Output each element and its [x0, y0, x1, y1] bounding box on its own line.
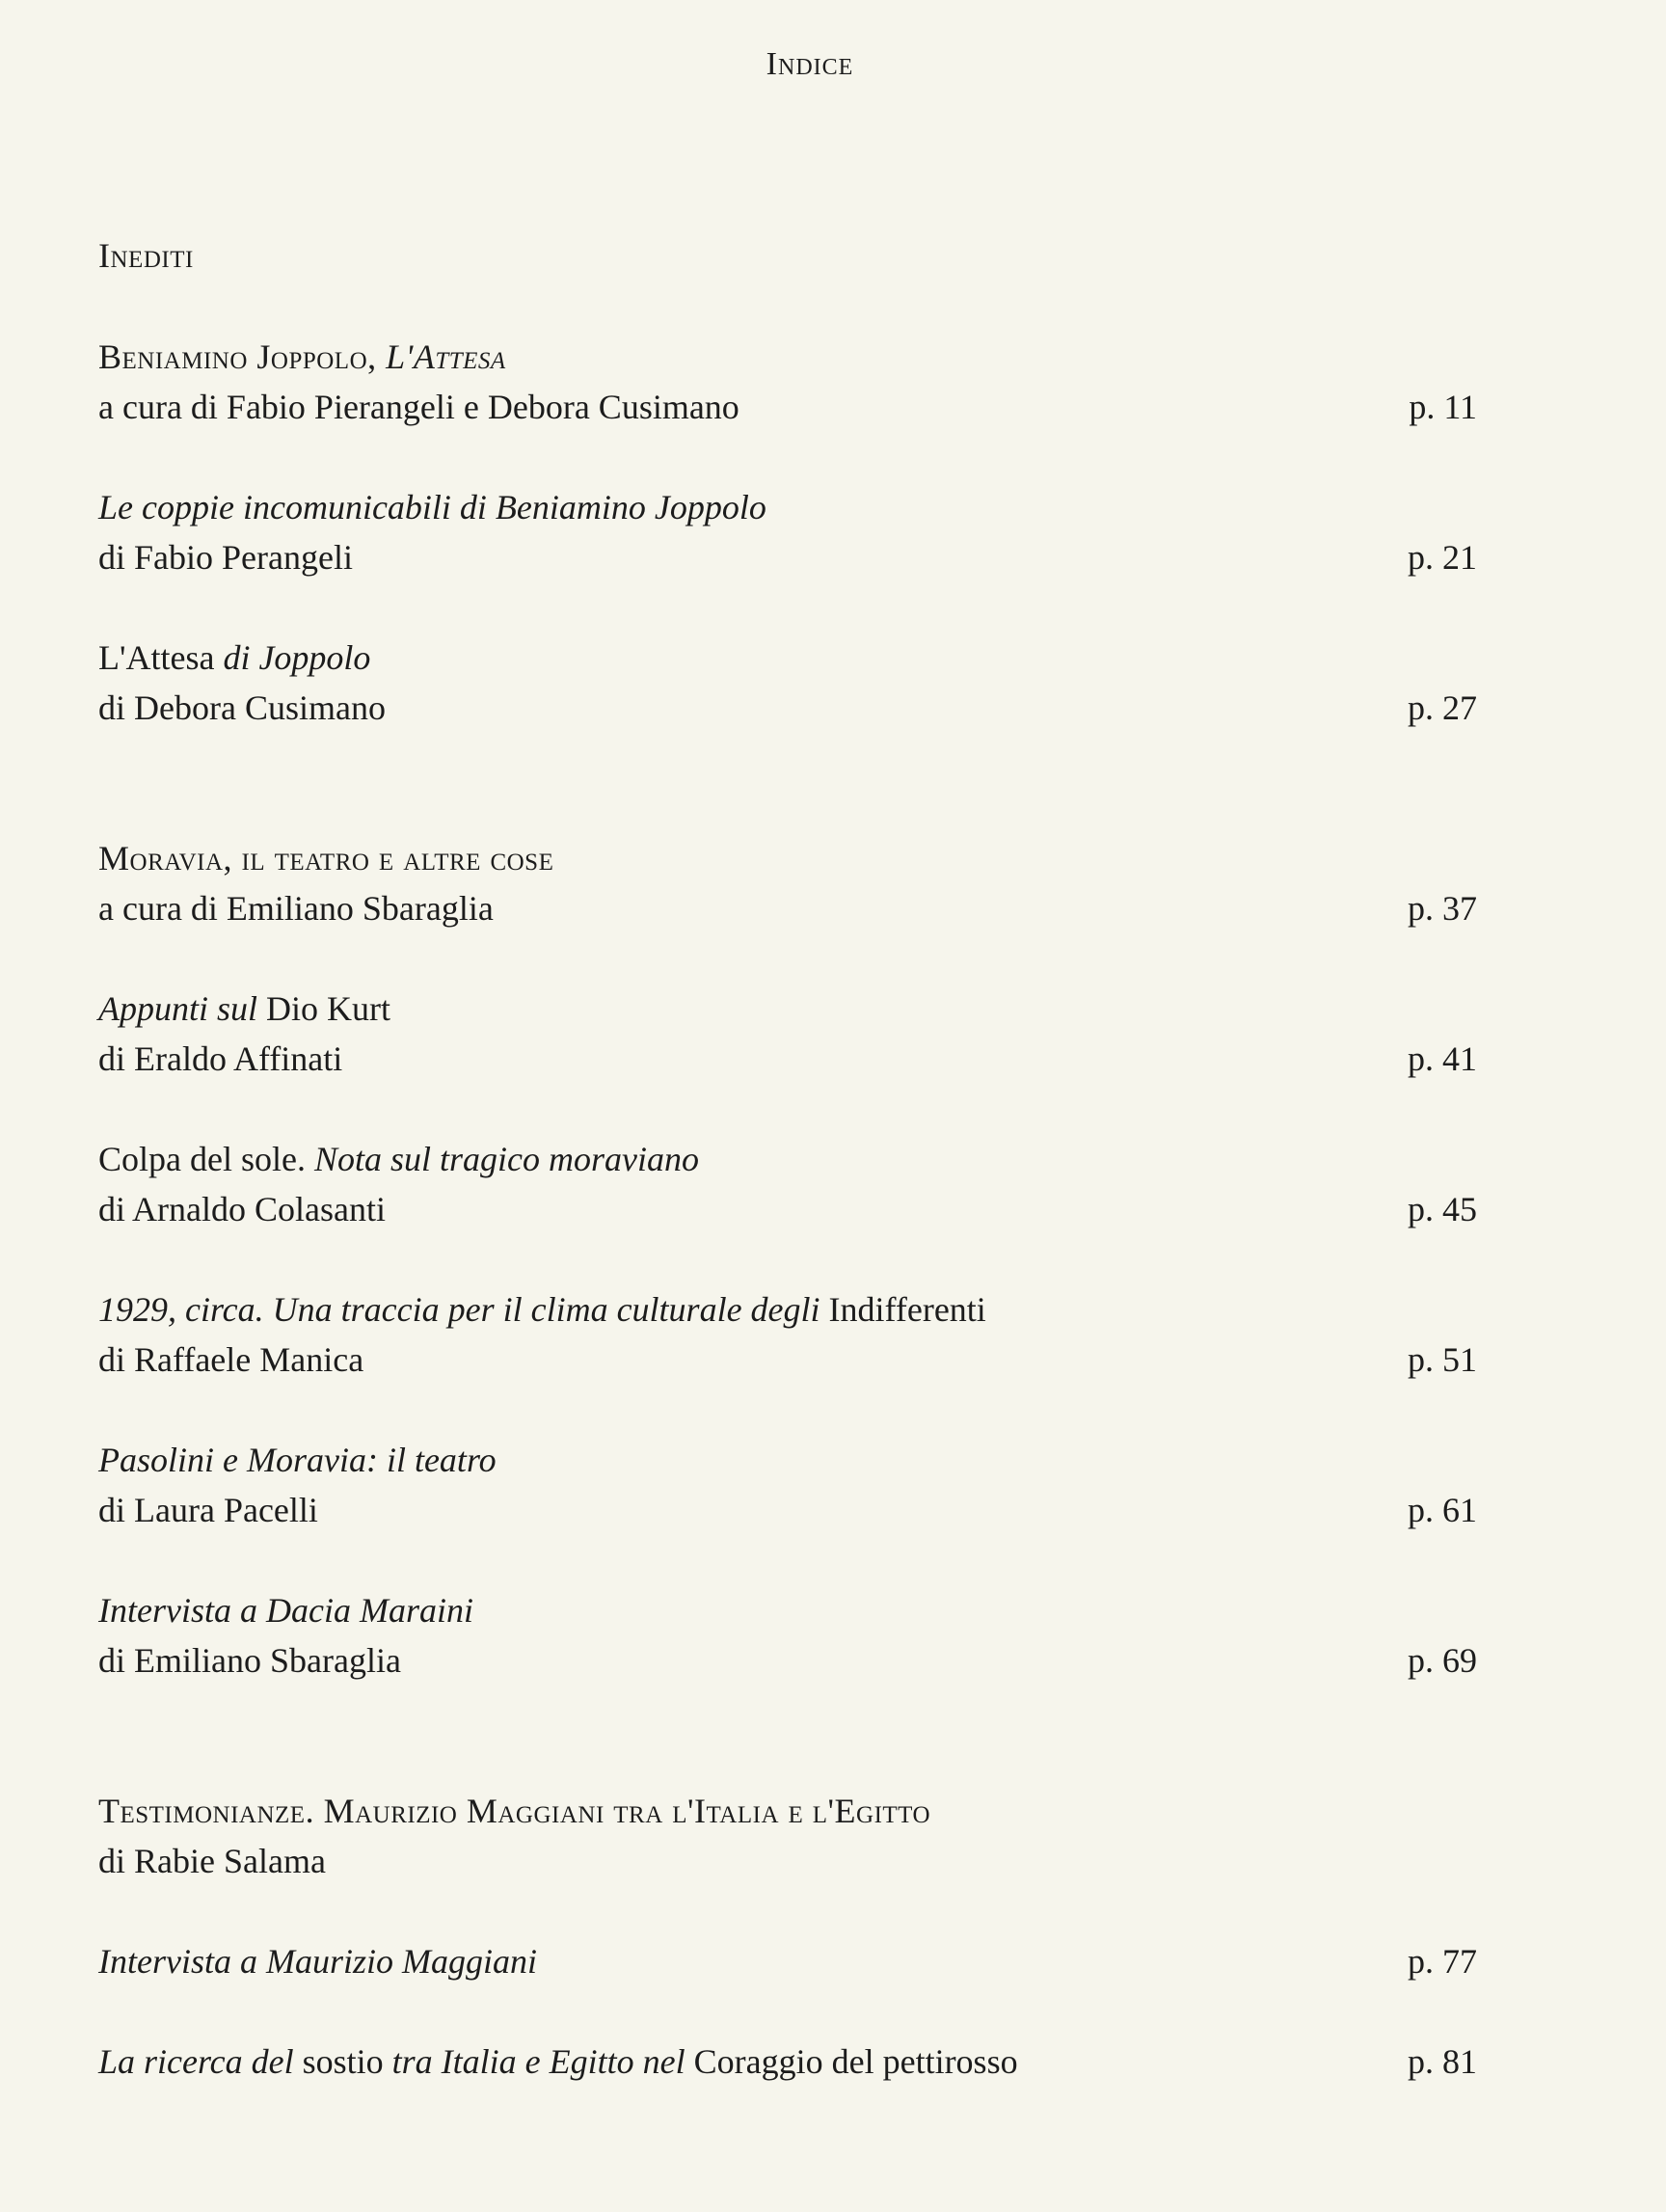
section-heading-testimonianze: Testimonianze. Maurizio Maggiani tra l'Italia e l'Egitto	[98, 1792, 931, 1830]
page-ref: p. 69	[1408, 1641, 1477, 1680]
page-ref: p. 21	[1408, 538, 1477, 577]
section-heading-inediti: Inediti	[98, 236, 194, 275]
page-ref: p. 61	[1408, 1491, 1477, 1529]
page-number: 69	[1442, 1641, 1477, 1680]
page-number: 21	[1442, 538, 1477, 577]
page-ref: p. 11	[1409, 388, 1477, 426]
toc-entry[interactable]	[98, 1936, 1477, 1986]
toc-entry[interactable]	[98, 1134, 1477, 1234]
page-number: 45	[1442, 1190, 1477, 1228]
entry-byline: di Laura Pacelli	[98, 1491, 318, 1529]
toc-entry[interactable]	[98, 2037, 1477, 2087]
page-ref: p. 27	[1408, 688, 1477, 727]
entry-title-italic: 1929, circa. Una traccia per il clima culturale degli	[98, 1290, 829, 1329]
page-ref: p. 81	[1408, 2042, 1477, 2081]
page-title: Indice	[766, 46, 854, 82]
entry-title: Dio Kurt	[266, 989, 391, 1028]
page-ref: p. 51	[1408, 1340, 1477, 1379]
entry-title: L'Attesa	[98, 638, 224, 677]
entry-title: Beniamino Joppolo,	[98, 337, 387, 376]
entry-title-italic: Pasolini e Moravia: il teatro	[98, 1441, 497, 1479]
entry-title-italic: Le coppie incomunicabili di Beniamino Joppolo	[98, 488, 766, 526]
entry-byline: di Raffaele Manica	[98, 1340, 364, 1379]
entry-title-italic: La ricerca del	[98, 2042, 303, 2081]
page-number: 27	[1442, 688, 1477, 727]
entry-byline: di Emiliano Sbaraglia	[98, 1641, 401, 1680]
entry-byline: di Arnaldo Colasanti	[98, 1190, 386, 1228]
entry-title-italic: di Joppolo	[223, 638, 371, 677]
page-number: 11	[1443, 388, 1477, 426]
entry-title-italic: Appunti sul	[98, 989, 267, 1028]
entry-title: Indifferenti	[828, 1290, 986, 1329]
entry-title: Coraggio del pettirosso	[693, 2042, 1018, 2081]
entry-title: sostio	[302, 2042, 392, 2081]
entry-byline: di Rabie Salama	[98, 1842, 326, 1880]
page-number: 81	[1442, 2042, 1477, 2081]
toc-entry[interactable]	[98, 1284, 1477, 1385]
page-ref: p. 77	[1408, 1942, 1477, 1981]
page-number: 41	[1442, 1039, 1477, 1078]
section-testimonianze	[98, 1786, 1477, 1886]
page-number: 51	[1442, 1340, 1477, 1379]
page-ref: p. 41	[1408, 1039, 1477, 1078]
entry-title-italic: tra Italia e Egitto nel	[391, 2042, 694, 2081]
entry-title-italic: Intervista a Maurizio Maggiani	[98, 1942, 537, 1981]
entry-title: Moravia, il teatro e altre cose	[98, 839, 554, 877]
entry-title: Colpa del sole.	[98, 1140, 314, 1178]
page-number: 77	[1442, 1942, 1477, 1981]
page-ref: p. 37	[1408, 889, 1477, 928]
entry-byline: di Debora Cusimano	[98, 688, 386, 727]
entry-title-italic: Nota sul tragico moraviano	[313, 1140, 699, 1178]
toc-entry[interactable]	[98, 984, 1477, 1084]
entry-title-italic: L'Attesa	[386, 337, 506, 376]
toc-entry[interactable]	[98, 633, 1477, 733]
toc-entry[interactable]	[98, 833, 1477, 933]
entry-byline: a cura di Fabio Pierangeli e Debora Cusimano	[98, 388, 739, 426]
toc-entry[interactable]	[98, 482, 1477, 582]
toc-entry[interactable]	[98, 1435, 1477, 1535]
page-number: 37	[1442, 889, 1477, 928]
page-number: 61	[1442, 1491, 1477, 1529]
entry-byline: di Eraldo Affinati	[98, 1039, 343, 1078]
page-ref: p. 45	[1408, 1190, 1477, 1228]
entry-byline: di Fabio Perangeli	[98, 538, 353, 577]
entry-title-italic: Intervista a Dacia Maraini	[98, 1591, 473, 1630]
toc-entry[interactable]	[98, 332, 1477, 432]
toc-entry[interactable]	[98, 1585, 1477, 1686]
entry-byline: a cura di Emiliano Sbaraglia	[98, 889, 494, 928]
